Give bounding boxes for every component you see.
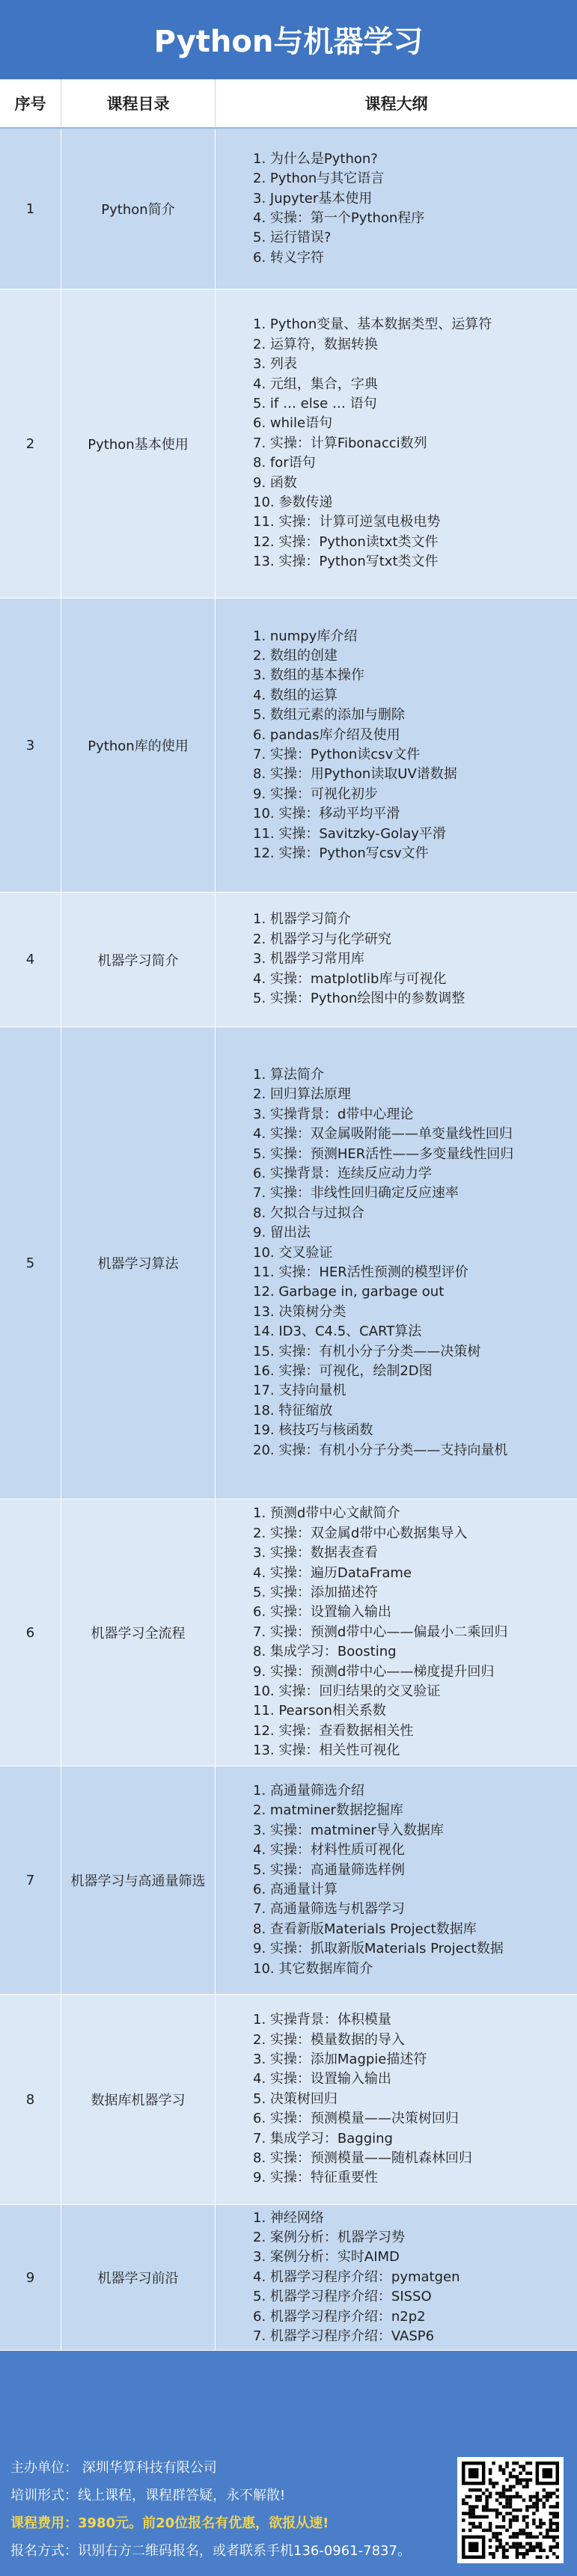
outline-item: 2. 实操：模量数据的导入 <box>253 2031 405 2048</box>
outline-item: 7. 实操：计算Fibonacci数列 <box>253 435 427 451</box>
row-course-name: 数据库机器学习 <box>61 1995 216 2204</box>
footer-signup: 报名方式：识别右方二维码报名，或者联系手机136-0961-7837。 <box>10 2543 411 2559</box>
table-row <box>0 599 577 893</box>
outline-item: 1. 算法简介 <box>253 1066 324 1083</box>
outline-item: 9. 留出法 <box>253 1225 311 1241</box>
row-course-name: Python库的使用 <box>61 599 216 892</box>
outline-item: 2. 案例分析：机器学习势 <box>253 2229 405 2245</box>
row-index: 9 <box>0 2205 61 2350</box>
outline-item: 2. 实操：双金属d带中心数据集导入 <box>253 1525 468 1541</box>
outline-list <box>253 150 424 268</box>
outline-item: 3. 列表 <box>253 356 297 373</box>
table-body <box>0 129 577 2351</box>
outline-item: 6. 高通量计算 <box>253 1882 338 1897</box>
outline-item: 4. 实操：第一个Python程序 <box>253 210 425 226</box>
row-index: 3 <box>0 599 61 892</box>
row-index: 2 <box>0 290 61 598</box>
outline-item: 9. 实操：可视化初步 <box>253 786 378 802</box>
outline-item: 4. 数组的运算 <box>253 687 338 703</box>
footer <box>0 2447 577 2576</box>
header-course: 课程目录 <box>61 79 216 127</box>
outline-item: 5. 运行错误? <box>253 230 332 246</box>
table-row <box>0 290 577 599</box>
outline-item: 17. 支持向量机 <box>253 1383 346 1399</box>
outline-item: 5. 数组元素的添加与删除 <box>253 707 405 723</box>
table-row <box>0 129 577 290</box>
outline-item: 8. 集成学习：Boosting <box>253 1644 397 1660</box>
outline-item: 12. 实操：Python写csv文件 <box>253 845 429 862</box>
outline-item: 7. 集成学习：Bagging <box>253 2130 393 2147</box>
outline-item: 10. 实操：回归结果的交叉验证 <box>253 1683 441 1700</box>
outline-item: 8. for语句 <box>253 455 316 471</box>
outline-item: 1. 神经网络 <box>253 2209 324 2226</box>
outline-item: 4. 实操：材料性质可视化 <box>253 1842 405 1858</box>
outline-item: 13. 实操：相关性可视化 <box>253 1743 400 1759</box>
outline-item: 6. 实操：设置输入输出 <box>253 1604 391 1621</box>
outline-item: 3. 实操：matminer导入数据库 <box>253 1822 444 1838</box>
outline-item: 1. 高通量筛选介绍 <box>253 1782 364 1799</box>
outline-item: 12. 实操：查看数据相关性 <box>253 1722 414 1739</box>
outline-item: 11. 实操：HER活性预测的模型评价 <box>253 1264 468 1280</box>
table-row <box>0 1995 577 2205</box>
outline-item: 5. 实操：预测HER活性——多变量线性回归 <box>253 1145 514 1162</box>
outline-item: 2. 数组的创建 <box>253 647 338 664</box>
outline-item: 4. 实操：matplotlib库与可视化 <box>253 970 447 987</box>
outline-item: 1. 为什么是Python? <box>253 150 378 167</box>
outline-item: 3. 案例分析：实时AIMD <box>253 2249 400 2266</box>
outline-item: 3. 数组的基本操作 <box>253 667 364 684</box>
outline-item: 20. 实操：有机小分子分类——支持向量机 <box>253 1442 508 1458</box>
row-course-name: 机器学习前沿 <box>61 2205 216 2350</box>
outline-item: 12. Garbage in, garbage out <box>253 1284 445 1300</box>
outline-item: 6. 机器学习程序介绍：n2p2 <box>253 2308 426 2325</box>
outline-item: 6. pandas库介绍及使用 <box>253 726 400 743</box>
outline-item: 4. 机器学习程序介绍：pymatgen <box>253 2268 460 2285</box>
outline-item: 5. 实操：Python绘图中的参数调整 <box>253 991 465 1007</box>
footer-format: 培训形式：线上课程，课程群答疑，永不解散! <box>10 2488 286 2503</box>
row-course-name: 机器学习简介 <box>61 893 216 1027</box>
outline-item: 7. 机器学习程序介绍：VASP6 <box>253 2328 435 2345</box>
outline-item: 1. numpy库介绍 <box>253 628 358 644</box>
row-index: 4 <box>0 893 61 1027</box>
row-index: 7 <box>0 1766 61 1994</box>
row-outline <box>216 1499 577 1766</box>
outline-item: 10. 交叉验证 <box>253 1244 333 1261</box>
row-index: 5 <box>0 1027 61 1499</box>
table-row <box>0 1027 577 1499</box>
row-outline <box>216 893 577 1027</box>
row-course-name: 机器学习与高通量筛选 <box>61 1766 216 1994</box>
table-row <box>0 893 577 1027</box>
outline-item: 2. 运算符，数据转换 <box>253 336 378 352</box>
outline-item: 13. 决策树分类 <box>253 1303 346 1320</box>
outline-item: 16. 实操：可视化，绘制2D图 <box>253 1363 433 1380</box>
outline-item: 8. 实操：用Python读取UV谱数据 <box>253 766 457 783</box>
row-outline <box>216 1995 577 2204</box>
outline-item: 11. 实操：Savitzky-Golay平滑 <box>253 825 446 842</box>
outline-item: 1. 预测d带中心文献简介 <box>253 1505 400 1522</box>
qr-code-image[interactable] <box>457 2457 564 2563</box>
row-index: 8 <box>0 1995 61 2204</box>
outline-item: 12. 实操：Python读txt类文件 <box>253 533 439 550</box>
course-table <box>0 78 577 2351</box>
outline-item: 9. 实操：预测d带中心——梯度提升回归 <box>253 1663 495 1680</box>
outline-list <box>253 2209 460 2347</box>
outline-item: 13. 实操：Python写txt类文件 <box>253 554 439 570</box>
outline-item: 6. 实操：预测模量——决策树回归 <box>253 2111 459 2127</box>
outline-item: 2. matminer数据挖掘库 <box>253 1802 403 1819</box>
outline-item: 5. 实操：高通量筛选样例 <box>253 1861 405 1878</box>
outline-item: 9. 实操：抓取新版Materials Project数据 <box>253 1941 504 1957</box>
row-outline <box>216 599 577 892</box>
outline-item: 10. 其它数据库简介 <box>253 1960 373 1977</box>
outline-item: 8. 查看新版Materials Project数据库 <box>253 1921 477 1937</box>
outline-list <box>253 627 457 864</box>
footer-fee: 课程费用：3980元。前20位报名有优惠，欲报从速! <box>10 2515 329 2531</box>
outline-item: 1. 机器学习简介 <box>253 911 351 928</box>
row-course-name: Python基本使用 <box>61 290 216 598</box>
outline-item: 7. 实操：Python读csv文件 <box>253 747 421 762</box>
outline-item: 3. 实操：数据表查看 <box>253 1545 378 1561</box>
outline-list <box>253 1065 513 1460</box>
outline-item: 14. ID3、C4.5、CART算法 <box>253 1324 422 1340</box>
outline-item: 10. 参数传递 <box>253 495 333 511</box>
outline-item: 2. 机器学习与化学研究 <box>253 931 391 947</box>
outline-item: 5. 机器学习程序介绍：SISSO <box>253 2289 432 2305</box>
row-course-name: 机器学习全流程 <box>61 1499 216 1766</box>
outline-item: 4. 实操：设置输入输出 <box>253 2071 391 2087</box>
outline-item: 10. 实操：移动平均平滑 <box>253 806 400 822</box>
table-header <box>0 79 577 129</box>
outline-item: 2. 回归算法原理 <box>253 1086 351 1103</box>
outline-item: 19. 核技巧与核函数 <box>253 1422 373 1439</box>
row-index: 1 <box>0 129 61 289</box>
header-index: 序号 <box>0 79 61 127</box>
outline-item: 5. 决策树回归 <box>253 2090 338 2107</box>
header-outline: 课程大纲 <box>364 95 428 113</box>
outline-item: 7. 高通量筛选与机器学习 <box>253 1901 405 1918</box>
outline-item: 3. 实操：添加Magpie描述符 <box>253 2051 427 2067</box>
row-course-name: Python简介 <box>61 129 216 289</box>
row-outline <box>216 129 577 289</box>
outline-item: 7. 实操：非线性回归确定反应速率 <box>253 1185 459 1202</box>
row-course-name: 机器学习算法 <box>61 1027 216 1499</box>
row-outline <box>216 1766 577 1994</box>
outline-item: 11. Pearson相关系数 <box>253 1703 386 1719</box>
outline-item: 6. while语句 <box>253 415 333 432</box>
outline-item: 6. 实操背景：连续反应动力学 <box>253 1165 432 1181</box>
row-outline <box>216 2205 577 2350</box>
outline-item: 1. 实操背景：体积模量 <box>253 2012 391 2028</box>
outline-item: 8. 欠拟合与过拟合 <box>253 1205 364 1221</box>
outline-item: 3. Jupyter基本使用 <box>253 190 373 206</box>
outline-item: 7. 实操：预测d带中心——偏最小二乘回归 <box>253 1624 508 1640</box>
outline-list <box>253 1504 507 1760</box>
outline-item: 5. if … else … 语句 <box>253 395 377 412</box>
outline-list <box>253 910 465 1009</box>
outline-item: 6. 转义字符 <box>253 249 324 266</box>
row-outline <box>216 290 577 598</box>
qr-code-icon <box>462 2462 559 2559</box>
table-row <box>0 2205 577 2351</box>
outline-item: 1. Python变量、基本数据类型、运算符 <box>253 316 492 333</box>
page-title: Python与机器学习 <box>0 0 577 78</box>
outline-list <box>253 1781 504 1979</box>
outline-item: 4. 实操：双金属吸附能——单变量线性回归 <box>253 1126 513 1142</box>
outline-item: 2. Python与其它语言 <box>253 171 385 187</box>
outline-item: 9. 函数 <box>253 474 297 491</box>
table-row <box>0 1766 577 1995</box>
row-index: 6 <box>0 1499 61 1766</box>
table-row <box>0 1499 577 1766</box>
outline-item: 15. 实操：有机小分子分类——决策树 <box>253 1343 481 1359</box>
footer-organizer: 主办单位： 深圳华算科技有限公司 <box>10 2460 217 2476</box>
outline-item: 11. 实操：计算可逆氢电极电势 <box>253 514 441 530</box>
outline-list <box>253 315 492 572</box>
outline-item: 18. 特征缩放 <box>253 1402 333 1419</box>
outline-item: 3. 机器学习常用库 <box>253 951 364 967</box>
row-outline <box>216 1027 577 1499</box>
outline-item: 4. 元组，集合，字典 <box>253 376 378 392</box>
outline-item: 4. 实操：遍历DataFrame <box>253 1564 412 1581</box>
outline-item: 3. 实操背景：d带中心理论 <box>253 1106 414 1122</box>
outline-item: 8. 实操：预测模量——随机森林回归 <box>253 2150 472 2167</box>
outline-list <box>253 2010 472 2188</box>
outline-item: 9. 实操：特征重要性 <box>253 2170 378 2186</box>
outline-item: 5. 实操：添加描述符 <box>253 1584 378 1600</box>
